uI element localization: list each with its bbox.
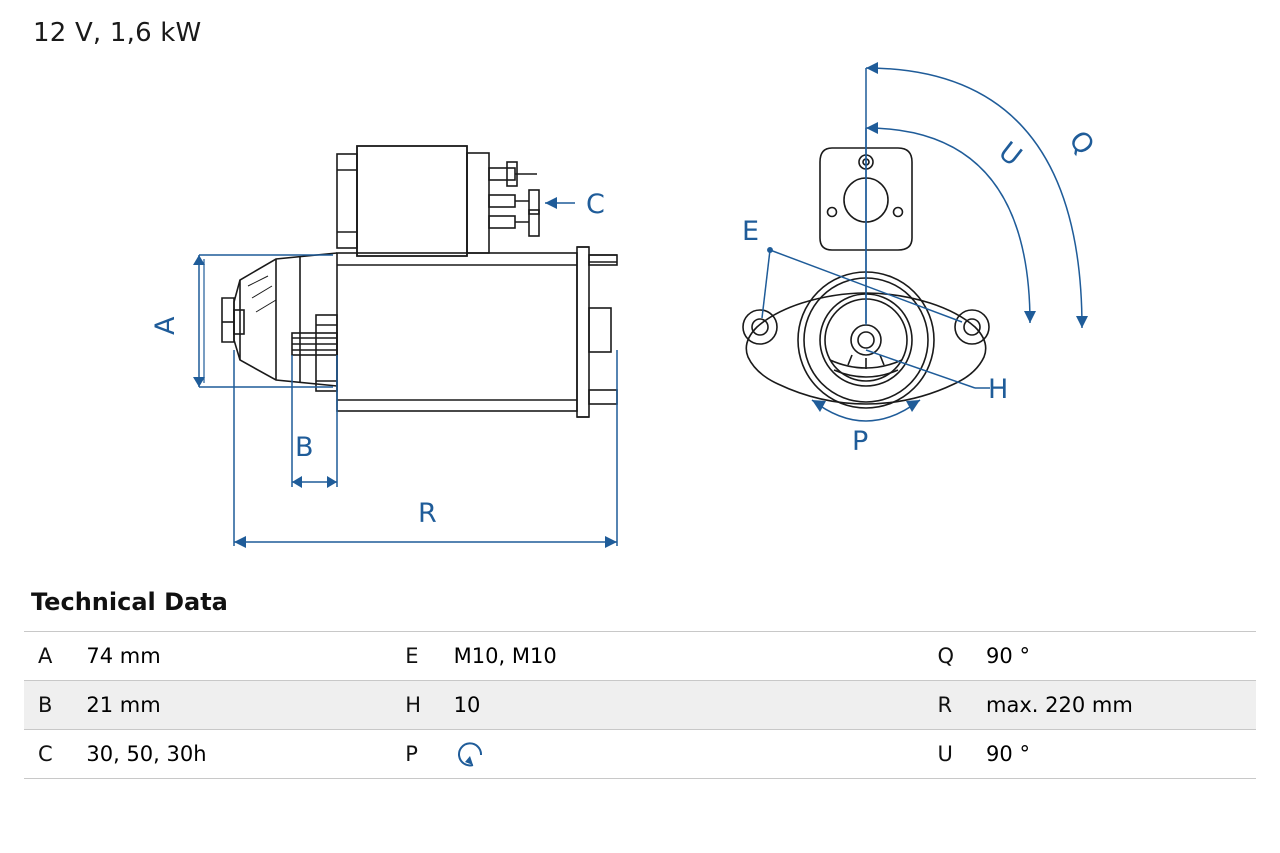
label-h: H — [988, 374, 1009, 405]
label-r: R — [418, 498, 437, 529]
dimension-b — [292, 355, 337, 488]
row-value-q: 90 ° — [972, 632, 1256, 681]
row-key-r: R — [924, 681, 973, 730]
table-row — [24, 730, 1256, 779]
table-row — [24, 681, 1256, 730]
row-value-c: 30, 50, 30h — [72, 730, 391, 779]
label-u: U — [992, 136, 1028, 173]
row-key-e: E — [391, 632, 439, 681]
label-a: A — [150, 316, 181, 335]
label-p: P — [852, 426, 869, 457]
starter-motor-technical-drawing — [0, 50, 1280, 570]
row-value-p — [440, 730, 924, 779]
dimension-c — [545, 197, 575, 209]
row-value-a: 74 mm — [72, 632, 391, 681]
row-value-r: max. 220 mm — [972, 681, 1256, 730]
dimension-a — [193, 255, 333, 387]
row-key-b: B — [24, 681, 72, 730]
label-b: B — [295, 432, 314, 463]
page-title: 12 V, 1,6 kW — [33, 18, 202, 48]
label-c: C — [586, 189, 605, 220]
rotation-direction-icon — [454, 739, 488, 769]
row-key-u: U — [924, 730, 973, 779]
row-key-a: A — [24, 632, 72, 681]
row-key-p: P — [391, 730, 439, 779]
row-key-q: Q — [924, 632, 973, 681]
label-e: E — [742, 216, 760, 247]
table-row — [24, 632, 1256, 681]
side-view-group — [222, 146, 617, 417]
technical-data-table — [24, 631, 1256, 779]
row-value-e: M10, M10 — [440, 632, 924, 681]
dimension-e — [762, 248, 962, 322]
row-value-u: 90 ° — [972, 730, 1256, 779]
row-key-h: H — [391, 681, 439, 730]
row-key-c: C — [24, 730, 72, 779]
row-value-h: 10 — [440, 681, 924, 730]
label-q: Q — [1062, 125, 1101, 162]
technical-data-heading: Technical Data — [31, 588, 228, 616]
dimension-p — [812, 400, 920, 421]
row-value-b: 21 mm — [72, 681, 391, 730]
